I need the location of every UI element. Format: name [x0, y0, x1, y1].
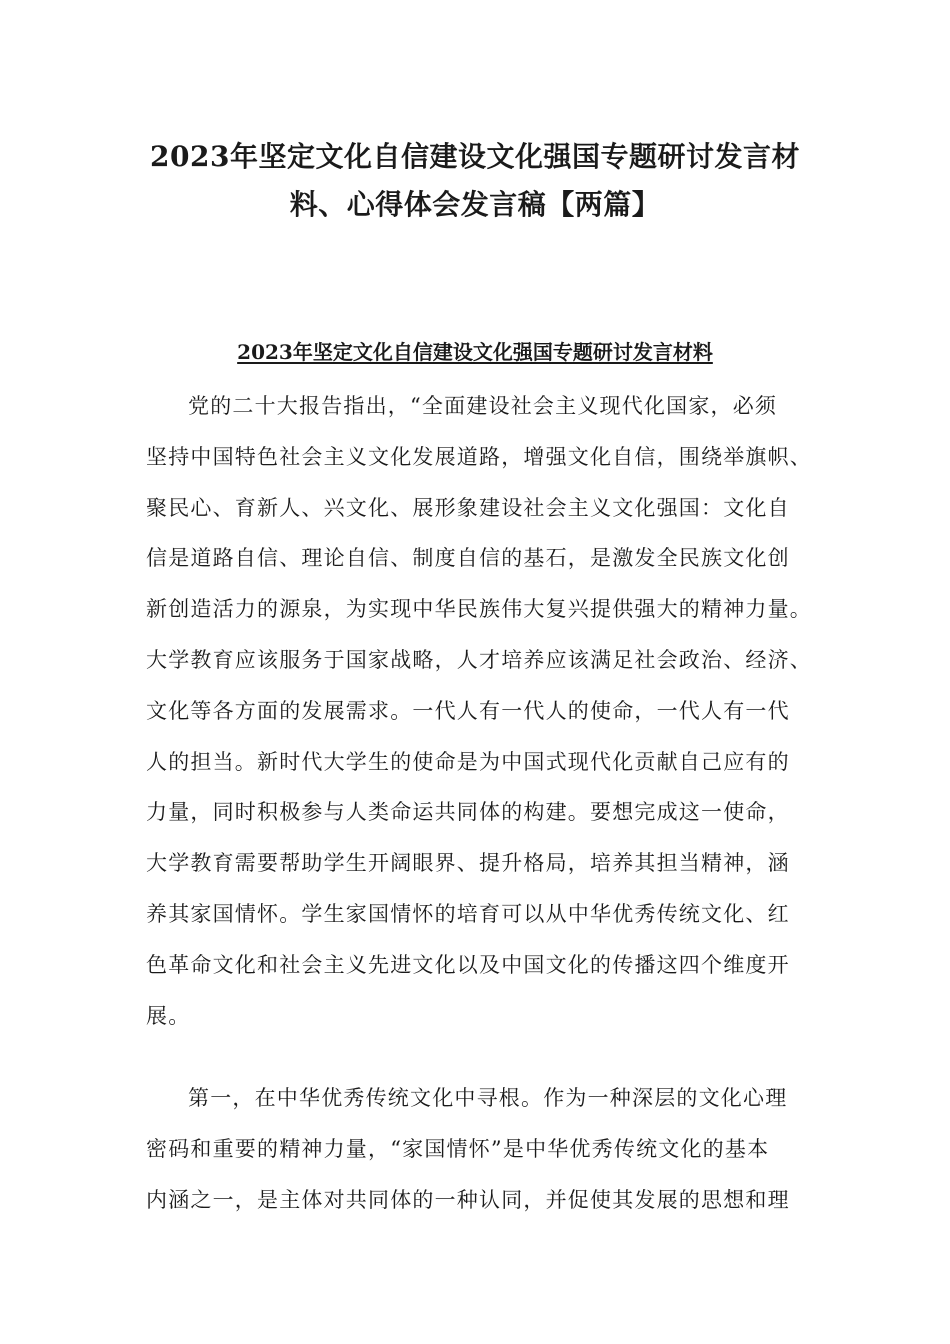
- paragraph-line: 党的二十大报告指出，“全面建设社会主义现代化国家，必须: [188, 394, 778, 418]
- paragraph-line: 内涵之一，是主体对共同体的一种认同，并促使其发展的思想和理: [146, 1187, 790, 1212]
- paragraph-line: 力量，同时积极参与人类命运共同体的构建。要想完成这一使命，: [146, 800, 790, 825]
- paragraph-line: 大学教育应该服务于国家战略，人才培养应该满足社会政治、经济、: [146, 647, 812, 672]
- paragraph-line: 色革命文化和社会主义先进文化以及中国文化的传播这四个维度开: [146, 952, 790, 977]
- paragraph-line: 文化等各方面的发展需求。一代人有一代人的使命，一代人有一代: [146, 698, 790, 723]
- document-title-line-2: 料、心得体会发言稿【两篇】: [289, 188, 661, 221]
- paragraph-line: 养其家国情怀。学生家国情怀的培育可以从中华优秀传统文化、红: [146, 901, 790, 926]
- paragraph-line: 密码和重要的精神力量，“家国情怀”是中华优秀传统文化的基本: [146, 1136, 770, 1161]
- paragraph-1: [146, 381, 836, 1041]
- paragraph-line: 信是道路自信、理论自信、制度自信的基石，是激发全民族文化创: [146, 546, 790, 571]
- paragraph-line: 人的担当。新时代大学生的使命是为中国式现代化贡献自己应有的: [146, 749, 790, 774]
- paragraph-line: 大学教育需要帮助学生开阔眼界、提升格局，培养其担当精神，涵: [146, 851, 790, 876]
- section-heading: 2023年坚定文化自信建设文化强国专题研讨发言材料: [237, 340, 713, 364]
- paragraph-line: 第一，在中华优秀传统文化中寻根。作为一种深层的文化心理: [188, 1086, 788, 1110]
- paragraph-line: 新创造活力的源泉，为实现中华民族伟大复兴提供强大的精神力量。: [146, 597, 812, 622]
- paragraph-line: 聚民心、育新人、兴文化、展形象建设社会主义文化强国：文化自: [146, 495, 790, 520]
- paragraph-2: [146, 1073, 836, 1225]
- document-title-line-1: 2023年坚定文化自信建设文化强国专题研讨发言材: [150, 140, 800, 173]
- paragraph-line: 展。: [146, 1003, 191, 1028]
- document-title: [120, 133, 830, 229]
- paragraph-line: 坚持中国特色社会主义文化发展道路，增强文化自信，围绕举旗帜、: [146, 444, 812, 469]
